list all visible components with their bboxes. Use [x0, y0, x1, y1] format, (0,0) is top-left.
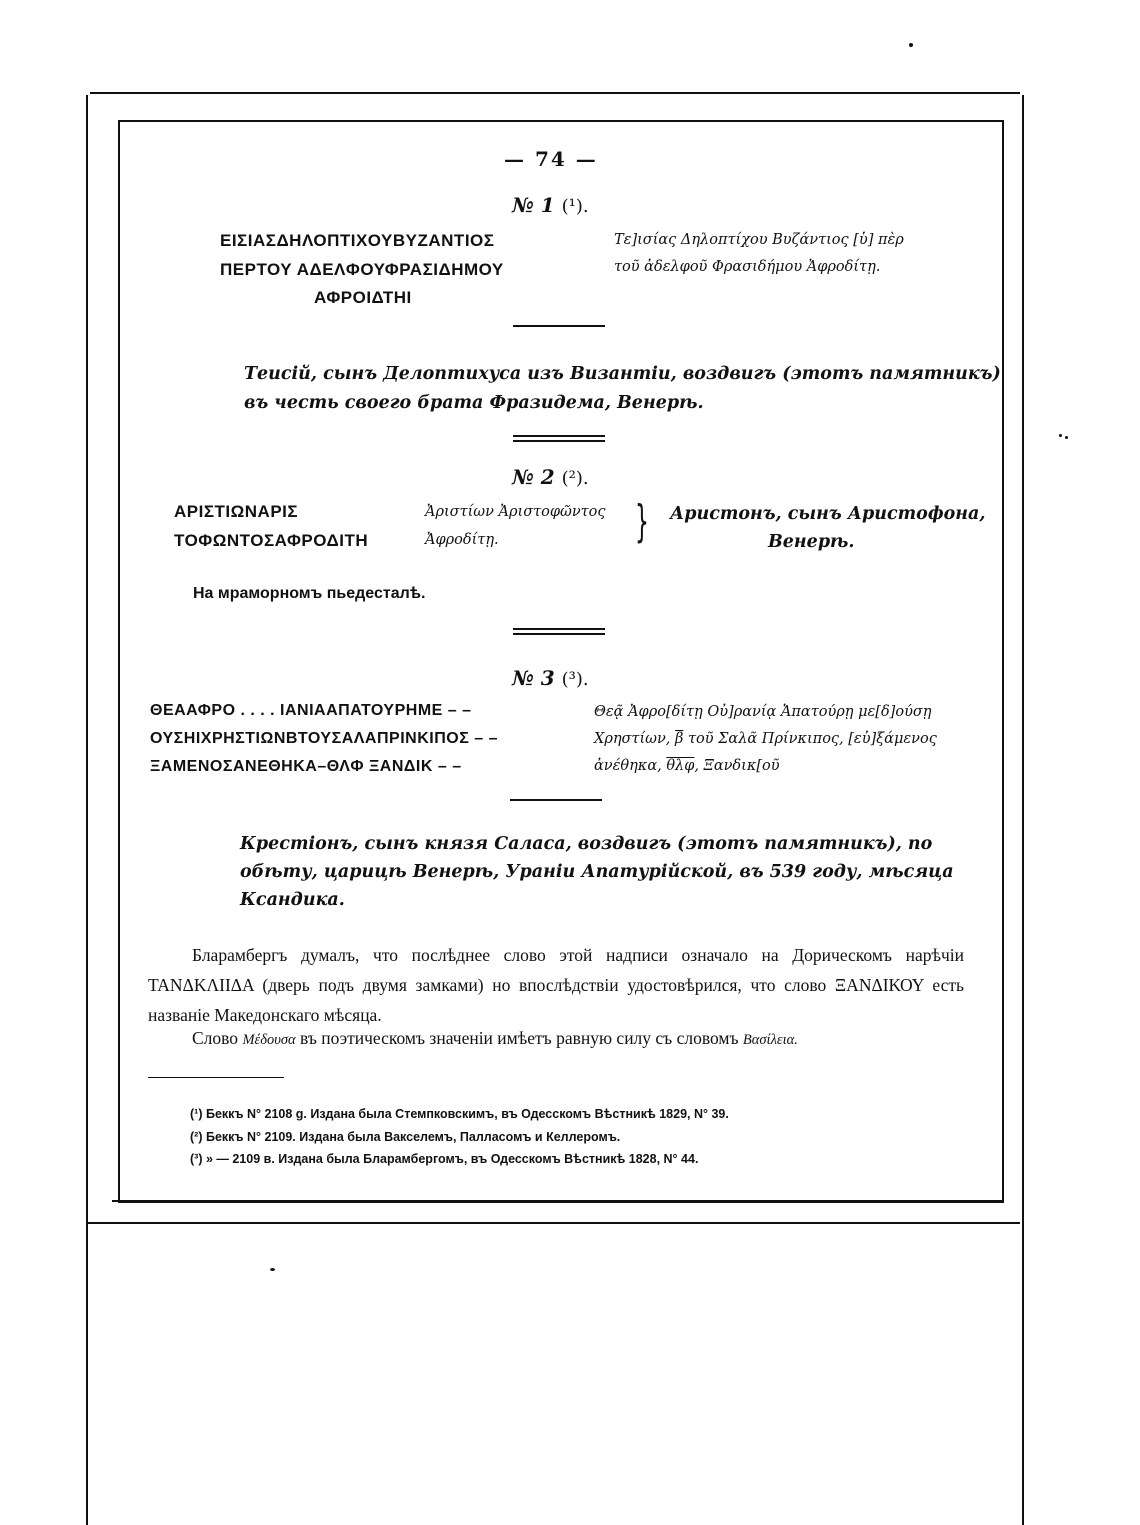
inscription-2-original-line: ΑΡΙΣΤΙΩΝΑΡΙΣ [174, 502, 299, 521]
inscription-3-original-line: ΞΑΜΕΝΟΣΑΝΕΘΗΚΑ–ΘΛΦ ΞΑΝΔΙΚ – – [150, 758, 462, 775]
speck [270, 1268, 275, 1271]
inscription-2-heading: № 2 (²). [512, 465, 589, 489]
inscription-3-heading: № 3 (³). [512, 666, 589, 690]
footnote: (³) » — 2109 в. Издана была Бларамбергомъ, въ Одесскомъ Вѣстникѣ 1828, N° 44. [190, 1152, 699, 1166]
footnote: (¹) Беккъ N° 2108 g. Издана была Стемпковскимъ, въ Одесскомъ Вѣстникѣ 1829, N° 39. [190, 1107, 729, 1121]
inscription-2-translation-line: Венерѣ. [768, 532, 855, 552]
footnote-rule [148, 1077, 284, 1078]
inner-frame-bottom-rule [112, 1200, 1002, 1202]
inscription-1-translation-line: Теисiй, сынъ Делоптихуса изъ Византiи, воздвигъ (этотъ памятникъ) [244, 364, 1001, 384]
footnote: (²) Беккъ N° 2109. Издана была Вакселемъ, Палласомъ и Келлеромъ. [190, 1130, 621, 1144]
brace-icon: } [635, 496, 649, 547]
inscription-1-greek-line: Τε]ισίας Δηλοπτίχου Βυζάντιος [ὑ] πὲρ [614, 232, 904, 248]
inscription-3-greek-line: Θεᾷ Ἀφρο[δίτῃ Οὐ]ρανίᾳ Ἀπατούρῃ με[δ]ούσῃ [594, 704, 932, 720]
inscription-1-greek-line: τοῦ ἀδελφοῦ Φρασιδήμου Ἀφροδίτῃ. [614, 259, 881, 275]
inscription-3-translation-line: Ксандика. [240, 890, 345, 910]
inscription-3-greek-line: Χρηστίων, $\overline{\beta}$ τοῦ Σαλᾶ Πρίνκιπος, [εὐ]ξάμενος [594, 731, 937, 747]
speck [1065, 436, 1068, 439]
inscription-3-translation-line: Крестiонъ, сынъ князя Саласа, воздвигъ (этотъ памятникъ), по [240, 834, 933, 854]
speck [909, 43, 913, 47]
inscription-3-translation-line: обѣту, царицѣ Венерѣ, Уранiи Апатурiйской, въ 539 году, мѣсяца [240, 862, 954, 882]
inscription-2-translation-line: Аристонъ, сынъ Аристофона, [670, 504, 986, 524]
separator-rule [513, 325, 605, 327]
body-paragraph: Слово Μέδουσα въ поэтическомъ значенiи имѣетъ равную силу съ словомъ Βασίλεια. [192, 1028, 798, 1048]
speck [1059, 434, 1062, 437]
outer-frame-bottom [86, 1222, 1020, 1224]
separator-rule [510, 799, 602, 801]
outer-frame-top [90, 92, 1020, 94]
page-number: — 74 — [504, 147, 598, 171]
inscription-2-note: На мраморномъ пьедесталѣ. [193, 585, 426, 602]
inscription-1-original-line: ΕΙΣΙΑΣΔΗΛΟΠΤΙΧΟΥΒΥΖΑΝΤΙΟΣ [220, 231, 495, 250]
inscription-1-translation-line: въ честь своего брата Фразидема, Венерѣ. [244, 393, 704, 413]
inscription-3-greek-line: ἀνέθηκα, $\overline{\theta\lambda\varphi}$, Ξανδικ[οῦ [594, 758, 780, 774]
inscription-2-greek-line: Ἀφροδίτῃ. [425, 532, 499, 548]
inscription-1-heading: № 1 (¹). [512, 193, 589, 217]
inscription-2-greek-line: Ἀριστίων Ἀριστοφῶντος [425, 504, 606, 520]
inscription-3-original-line: ΟΥΣΗΙΧΡΗΣΤΙΩΝΒΤΟΥΣΑΛΑΠΡΙΝΚΙΠΟΣ – – [150, 730, 498, 747]
inscription-1-original-line: ΠΕΡΤΟΥ ΑΔΕΛΦΟΥΦΡΑΣΙΔΗΜΟΥ [220, 260, 504, 279]
inscription-3-original-line: ΘΕΑΑΦΡΟ . . . . ΙΑΝΙΑΑΠΑΤΟΥΡΗΜΕ – – [150, 702, 472, 719]
inscription-1-original-line: ΑΦΡΟΙΔΤΗΙ [314, 288, 412, 307]
double-separator-rule [513, 628, 605, 635]
inscription-2-original-line: ΤΟΦΩΝΤΟΣΑΦΡΟΔΙΤΗ [174, 531, 369, 550]
double-separator-rule [513, 435, 605, 442]
body-paragraph: Бларамбергъ думалъ, что послѣднее слово этой надписи означало на Дорическомъ нарѣчiи ΤΑΝΔΚΛΙΙΔΑ (дверь подъ двумя замками) но впослѣдствiи удостовѣрился, что слово ΞΑΝΔΙΚΟΥ есть названiе Македонскаго мѣсяца. [148, 945, 964, 1025]
